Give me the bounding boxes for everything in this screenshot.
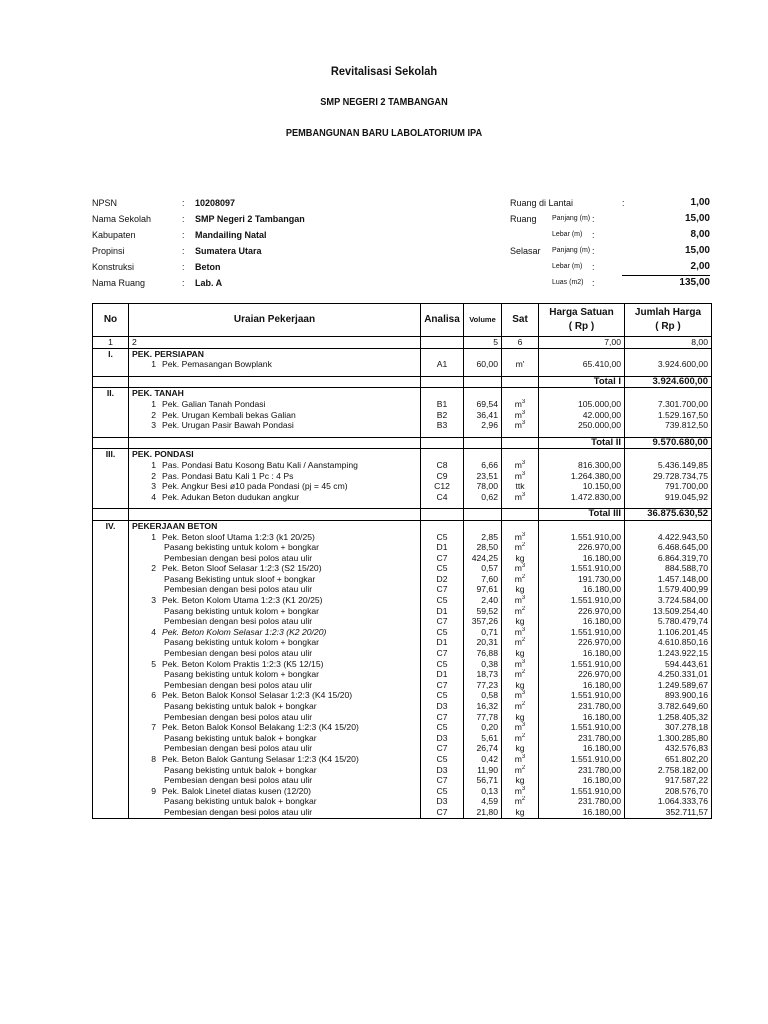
school-name: SMP NEGERI 2 TAMBANGAN (320, 97, 448, 108)
table-row: 1 Pas. Pondasi Batu Kosong Batu Kali / Aanstamping C8 6,66 $m^3$ 816.300,00 5.436.149,85 (93, 460, 712, 471)
info-left (92, 195, 412, 291)
section-title: PEKERJAAN BETON (129, 520, 421, 531)
table-row: Pasang Bekisting untuk sloof + bongkar D2 7,60 $m^2$ 191.730,00 1.457.148,00 (93, 574, 712, 585)
table-row: 2 Pas. Pondasi Batu Kali 1 Pc : 4 Ps C9 23,51 $m^3$ 1.264.380,00 29.728.734,75 (93, 471, 712, 482)
corridor-length-row: Selasar Panjang (m) : 15,00 (510, 245, 710, 256)
header-harga: Harga Satuan ( Rp ) (539, 304, 625, 337)
table-row: 1 Pek. Pemasangan Bowplank A1 60,00 m' 65.410,00 3.924.600,00 (93, 359, 712, 370)
table-row: 2 Pek. Urugan Kembali bekas Galian B2 36,41 $m^3$ 42.000,00 1.529.167,50 (93, 410, 712, 421)
room-width-row: Lebar (m) : 8,00 (552, 229, 710, 240)
table-row: Pembesian dengan besi polos atau ulir C7 77,23 kg 16.180,00 1.249.589,67 (93, 680, 712, 691)
table-row: 2 Pek. Beton Sloof Selasar 1:2:3 (S2 15/20) C5 0,57 $m^3$ 1.551.910,00 884.588,70 (93, 563, 712, 574)
info-row-province: Propinsi : Sumatera Utara (92, 246, 262, 256)
table-row: 6 Pek. Beton Balok Konsol Selasar 1:2:3 (K4 15/20) C5 0,58 $m^3$ 1.551.910,00 893.900,16 (93, 690, 712, 701)
section-row: I. PEK. PERSIAPAN (93, 348, 712, 359)
total-value: 36.875.630,52 (625, 509, 712, 521)
header-sat: Sat (502, 304, 539, 337)
table-row: 7 Pek. Beton Balok Konsol Belakang 1:2:3 (K4 15/20) C5 0,20 $m^3$ 1.551.910,00 307.278,18 (93, 722, 712, 733)
table-row: 4 Pek. Adukan Beton dudukan angkur C4 0,62 $m^3$ 1.472.830,00 919.045,92 (93, 492, 712, 503)
table-row: Pasang bekisting untuk balok + bongkar D3 11,90 $m^2$ 231.780,00 2.758.182,00 (93, 765, 712, 776)
table-body (93, 337, 712, 819)
table-row: 9 Pek. Balok Linetel diatas kusen (12/20) C5 0,13 $m^3$ 1.551.910,00 208.576,70 (93, 786, 712, 797)
corridor-width-row: Lebar (m) : 2,00 (552, 261, 710, 272)
table-row: Pembesian dengan besi polos atau ulir C7 26,74 kg 16.180,00 432.576,83 (93, 743, 712, 754)
room-length-row: Ruang Panjang (m) : 15,00 (510, 213, 710, 224)
floor-row: Ruang di Lantai : 1,00 (510, 197, 710, 208)
table-row: 5 Pek. Beton Kolom Praktis 1:2:3 (K5 12/15) C5 0,38 $m^3$ 1.551.910,00 594.443,61 (93, 659, 712, 670)
table-row: 3 Pek. Beton Kolom Utama 1:2:3 (K1 20/25) C5 2,40 $m^3$ 1.551.910,00 3.724.584,00 (93, 595, 712, 606)
info-row-room: Nama Ruang : Lab. A (92, 278, 223, 288)
info-row-npsn: NPSN : 10208097 (92, 198, 236, 208)
table-row: Pembesian dengan besi polos atau ulir C7 56,71 kg 16.180,00 917.587,22 (93, 775, 712, 786)
table-row: Pembesian dengan besi polos atau ulir C7 424,25 kg 16.180,00 6.864.319,70 (93, 553, 712, 564)
table-row: 3 Pek. Angkur Besi ø10 pada Pondasi (pj = 45 cm) C12 78,00 ttk 10.150,00 791.700,00 (93, 481, 712, 492)
document-title: Revitalisasi Sekolah (330, 64, 438, 78)
table-row: 1 Pek. Galian Tanah Pondasi B1 69,54 $m^3$ 105.000,00 7.301.700,00 (93, 399, 712, 410)
table-row: 4 Pek. Beton Kolom Selasar 1:2:3 (K2 20/20) C5 0,71 $m^3$ 1.551.910,00 1.106.201,45 (93, 627, 712, 638)
total-row (93, 437, 712, 449)
total-label: Total II (539, 437, 625, 449)
header-uraian: Uraian Pekerjaan (129, 304, 421, 337)
total-label: Total I (539, 376, 625, 388)
table-row: Pasang bekisting untuk kolom + bongkar D1 59,52 $m^2$ 226.970,00 13.509.254,40 (93, 606, 712, 617)
total-value: 3.924.600,00 (625, 376, 712, 388)
total-row (93, 509, 712, 521)
info-row-school: Nama Sekolah : SMP Negeri 2 Tambangan (92, 214, 305, 224)
section-title: PEK. TANAH (129, 388, 421, 399)
section-row: III. PEK. PONDASI (93, 449, 712, 460)
section-title: PEK. PONDASI (129, 449, 421, 460)
total-row (93, 376, 712, 388)
table-row: 3 Pek. Urugan Pasir Bawah Pondasi B3 2,96 $m^3$ 250.000,00 739.812,50 (93, 420, 712, 431)
header-analisa: Analisa (421, 304, 464, 337)
table-row: Pembesian dengan besi polos atau ulir C7 77,78 kg 16.180,00 1.258.405,32 (93, 712, 712, 723)
table-row: Pembesian dengan besi polos atau ulir C7 76,88 kg 16.180,00 1.243.922,15 (93, 648, 712, 659)
total-value: 9.570.680,00 (625, 437, 712, 449)
table-row: Pasang bekisting untuk kolom + bongkar D1 20,31 $m^2$ 226.970,00 4.610.850,16 (93, 637, 712, 648)
header-jumlah: Jumlah Harga ( Rp ) (625, 304, 712, 337)
table-row: Pasang bekisting untuk balok + bongkar D3 4,59 $m^2$ 231.780,00 1.064.333,76 (93, 796, 712, 807)
table-header-row (93, 304, 712, 337)
info-row-construction: Konstruksi : Beton (92, 262, 221, 272)
section-row: II. PEK. TANAH (93, 388, 712, 399)
table-row: Pembesian dengan besi polos atau ulir C7 21,80 kg 16.180,00 352.711,57 (93, 807, 712, 818)
area-row: Luas (m2) : 135,00 (552, 277, 710, 288)
table-row: Pasang bekisting untuk kolom + bongkar D1 28,50 $m^2$ 226.970,00 6.468.645,00 (93, 542, 712, 553)
section-title: PEK. PERSIAPAN (129, 348, 421, 359)
table-row: Pasang bekisting untuk balok + bongkar D3 16,32 $m^2$ 231.780,00 3.782.649,60 (93, 701, 712, 712)
table-row: 8 Pek. Beton Balok Gantung Selasar 1:2:3 (K4 15/20) C5 0,42 $m^3$ 1.551.910,00 651.802,20 (93, 754, 712, 765)
header-volume: Volume (464, 304, 502, 337)
section-row: IV. PEKERJAAN BETON (93, 520, 712, 531)
header-no: No (93, 304, 129, 337)
table-row: Pasang bekisting untuk kolom + bongkar D1 18,73 $m^2$ 226.970,00 4.250.331,01 (93, 669, 712, 680)
table-row: Pembesian dengan besi polos atau ulir C7 97,61 kg 16.180,00 1.579.400,99 (93, 584, 712, 595)
index-row: 1 2 5 6 7,00 8,00 (93, 337, 712, 349)
table-row: Pembesian dengan besi polos atau ulir C7 357,26 kg 16.180,00 5.780.479,74 (93, 616, 712, 627)
table-row: 1 Pek. Beton sloof Utama 1:2:3 (k1 20/25) C5 2,85 $m^3$ 1.551.910,00 4.422.943,50 (93, 532, 712, 543)
info-right (510, 195, 710, 291)
total-label: Total III (539, 509, 625, 521)
table-row: Pasang bekisting untuk balok + bongkar D3 5,61 $m^2$ 231.780,00 1.300.285,80 (93, 733, 712, 744)
project-title: PEMBANGUNAN BARU LABOLATORIUM IPA (285, 128, 483, 139)
bill-of-quantities-table (92, 303, 712, 819)
info-row-regency: Kabupaten : Mandailing Natal (92, 230, 267, 240)
